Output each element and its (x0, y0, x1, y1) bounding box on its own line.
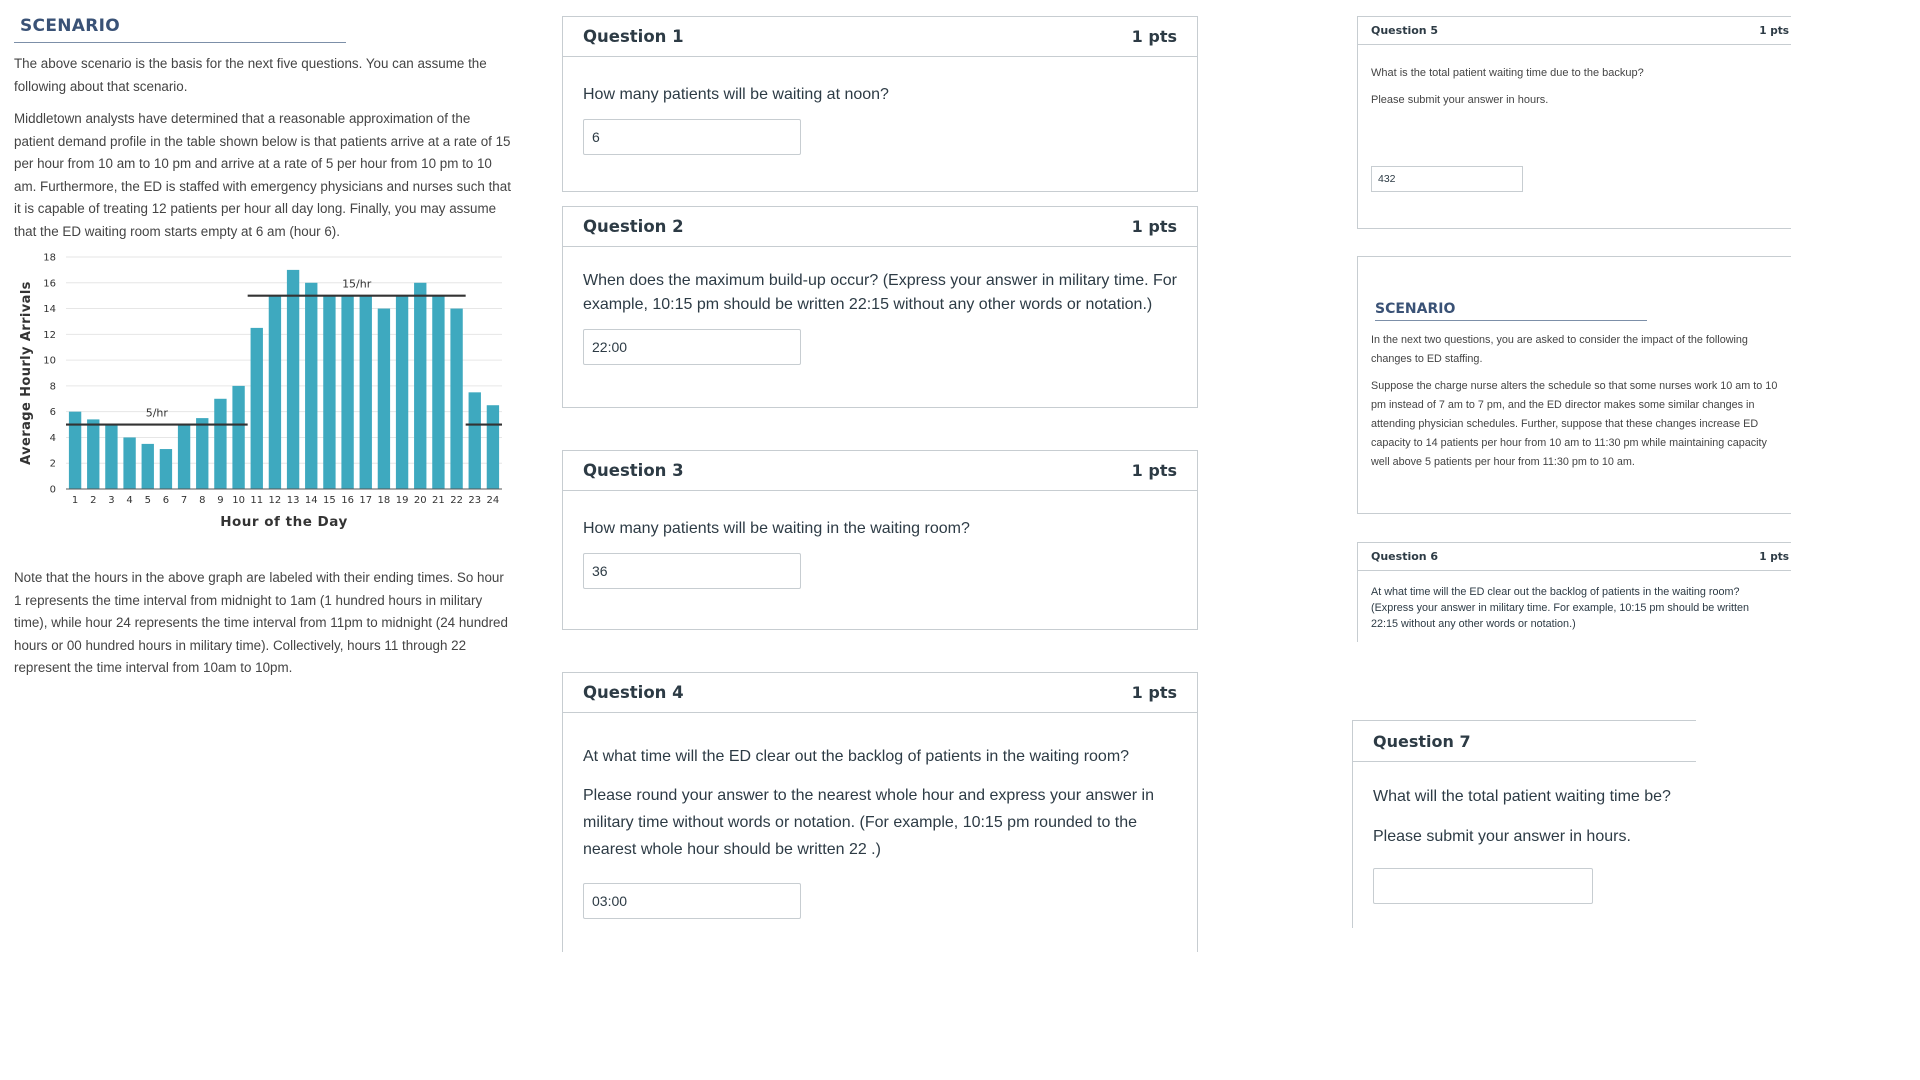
x-tick-label: 8 (199, 495, 206, 506)
y-tick-label: 0 (49, 484, 56, 496)
scenario-right-title: SCENARIO (1375, 301, 1647, 321)
question-7-title: Question 7 (1353, 721, 1696, 762)
x-tick-label: 5 (144, 495, 151, 506)
question-5-answer-input[interactable]: 432 (1371, 166, 1523, 192)
x-tick-label: 3 (108, 495, 115, 506)
scenario-description-text: Middletown analysts have determined that a reasonable approximation of the patient demand profile in the table shown below is that patients arrive at a rate of 15 per hour from 10 am to 10 pm and arrive at a rate of 5 per hour from 10 pm to 10 am. Furthermore, the ED is staffed with emergency physicians and nurses such that it is capable of treating 12 patients per hour all day long. Finally, you may assume that the ED waiting room starts empty at 6 am (hour 6). (14, 111, 511, 239)
y-tick-label: 6 (49, 407, 56, 419)
question-4-answer-input[interactable]: 03:00 (583, 883, 801, 919)
bar (341, 296, 353, 489)
y-axis-title: Average Hourly Arrivals (19, 281, 34, 465)
question-5-header (1358, 17, 1791, 45)
bar (178, 425, 190, 489)
x-tick-label: 24 (486, 495, 500, 506)
question-5-title: Question 5 (1371, 24, 1439, 37)
question-7-answer-input[interactable] (1373, 868, 1593, 904)
x-tick-label: 13 (286, 495, 300, 506)
x-tick-label: 18 (377, 495, 391, 506)
bar (396, 296, 408, 489)
scenario-intro-text: The above scenario is the basis for the next five questions. You can assume the following about that scenario. (14, 56, 487, 94)
x-tick-label: 10 (232, 495, 245, 506)
y-tick-label: 4 (49, 432, 56, 444)
question-6-text: At what time will the ED clear out the backlog of patients in the waiting room? (Express your answer in military time. For example, 10:15 pm should be written 22:15 without any other words or notation.) (1371, 586, 1750, 630)
rate-label: 15/hr (342, 277, 372, 291)
x-tick-label: 1 (71, 495, 79, 506)
y-tick-label: 16 (43, 278, 56, 290)
question-1-points: 1 pts (1131, 27, 1177, 46)
question-2-text: When does the maximum build-up occur? (Express your answer in military time. For example, 10:15 pm should be written 22:15 without any other words or notation.) (583, 272, 1177, 313)
question-1-header (563, 17, 1197, 57)
question-3-points: 1 pts (1131, 461, 1177, 480)
bar (487, 405, 499, 489)
question-1-title: Question 1 (583, 27, 684, 46)
question-5-points: 1 pts (1759, 24, 1789, 37)
x-tick-label: 19 (395, 495, 409, 506)
x-tick-label: 21 (432, 495, 445, 506)
question-4-title: Question 4 (583, 683, 684, 702)
question-2-header (563, 207, 1197, 247)
question-5-panel (1357, 16, 1791, 229)
rate-label: 5/hr (145, 406, 168, 420)
question-7-text: What will the total patient waiting time be? (1373, 788, 1671, 805)
question-7-panel (1352, 720, 1696, 928)
bar (378, 309, 390, 489)
bar (251, 328, 263, 489)
scenario-title: SCENARIO (14, 12, 346, 43)
x-tick-label: 12 (268, 495, 282, 506)
question-3-text: How many patients will be waiting in the waiting room? (583, 520, 970, 537)
bar (323, 296, 335, 489)
question-3-title: Question 3 (583, 461, 684, 480)
x-tick-label: 4 (126, 495, 133, 506)
bar (414, 283, 426, 489)
scenario-panel-left (14, 12, 512, 680)
bar (160, 449, 172, 489)
bar (142, 444, 154, 489)
question-5-text: What is the total patient waiting time due to the backup? (1371, 67, 1644, 79)
bar (196, 418, 208, 489)
question-2-panel (562, 206, 1198, 408)
bar (105, 425, 117, 489)
x-tick-label: 16 (341, 495, 354, 506)
question-6-header (1358, 543, 1791, 571)
question-2-title: Question 2 (583, 217, 684, 236)
question-3-panel (562, 450, 1198, 630)
y-tick-label: 2 (49, 458, 56, 470)
bar (287, 270, 299, 489)
bar (469, 392, 481, 489)
question-1-text: How many patients will be waiting at noon? (583, 86, 889, 103)
x-tick-label: 17 (359, 495, 373, 506)
question-1-answer-input[interactable]: 6 (583, 119, 801, 155)
question-7-instructions: Please submit your answer in hours. (1373, 828, 1631, 845)
question-6-points: 1 pts (1759, 550, 1789, 563)
x-tick-label: 9 (217, 495, 224, 506)
question-4-points: 1 pts (1131, 683, 1177, 702)
question-4-instructions: Please round your answer to the nearest whole hour and express your answer in military time without words or notation. (For example, 10:15 pm rounded to the nearest whole hour should be written 22 .) (583, 787, 1154, 858)
x-tick-label: 6 (162, 495, 170, 506)
scenario-right-intro: In the next two questions, you are asked to consider the impact of the following changes to ED staffing. (1371, 334, 1748, 365)
y-tick-label: 18 (43, 252, 56, 264)
bar (232, 386, 244, 489)
y-tick-label: 12 (43, 329, 56, 341)
x-tick-label: 11 (250, 495, 264, 506)
arrivals-chart (14, 249, 512, 539)
x-tick-label: 23 (468, 495, 482, 506)
x-tick-label: 22 (450, 495, 463, 506)
bar (269, 296, 281, 489)
bar (450, 309, 462, 489)
bar (305, 283, 317, 489)
question-1-panel (562, 16, 1198, 192)
bar (123, 437, 135, 489)
question-3-header (563, 451, 1197, 491)
question-2-points: 1 pts (1131, 217, 1177, 236)
question-5-instructions: Please submit your answer in hours. (1371, 94, 1549, 106)
question-6-title: Question 6 (1371, 550, 1439, 563)
x-tick-label: 14 (304, 495, 318, 506)
bar (214, 399, 226, 489)
y-tick-label: 14 (43, 304, 56, 316)
scenario-right-description: Suppose the charge nurse alters the schedule so that some nurses work 10 am to 10 pm instead of 7 am to 7 pm, and the ED director makes some similar changes in attending physician schedules. Further, suppose that these changes increase ED capacity to 14 patients per hour from 10 am to 11:30 pm while maintaining capacity well above 5 patients per hour from 11:30 pm to 10 am. (1371, 380, 1778, 468)
question-2-answer-input[interactable]: 22:00 (583, 329, 801, 365)
x-tick-label: 2 (90, 495, 97, 506)
arrivals-chart-svg (14, 249, 512, 539)
question-3-answer-input[interactable]: 36 (583, 553, 801, 589)
x-tick-label: 15 (323, 495, 336, 506)
bar (69, 412, 81, 489)
question-4-header (563, 673, 1197, 713)
y-tick-label: 10 (43, 355, 56, 367)
bar (432, 296, 444, 489)
scenario-note-text: Note that the hours in the above graph are labeled with their ending times. So hour 1 represents the time interval from midnight to 1am (1 hundred hours in military time), while hour 24 represents the time interval from 11pm to midnight (24 hundred hours or 00 hundred hours in military time). Collectively, hours 11 through 22 represent the time interval from 10am to 10pm. (14, 570, 508, 675)
x-tick-label: 7 (180, 495, 188, 506)
bar (87, 419, 99, 489)
question-4-text: At what time will the ED clear out the backlog of patients in the waiting room? (583, 748, 1130, 765)
question-6-panel (1357, 542, 1791, 642)
x-axis-title: Hour of the Day (220, 514, 348, 530)
y-tick-label: 8 (49, 381, 56, 393)
x-tick-label: 20 (413, 495, 427, 506)
bar (360, 296, 372, 489)
question-4-panel (562, 672, 1198, 952)
scenario-panel-right (1357, 256, 1791, 514)
